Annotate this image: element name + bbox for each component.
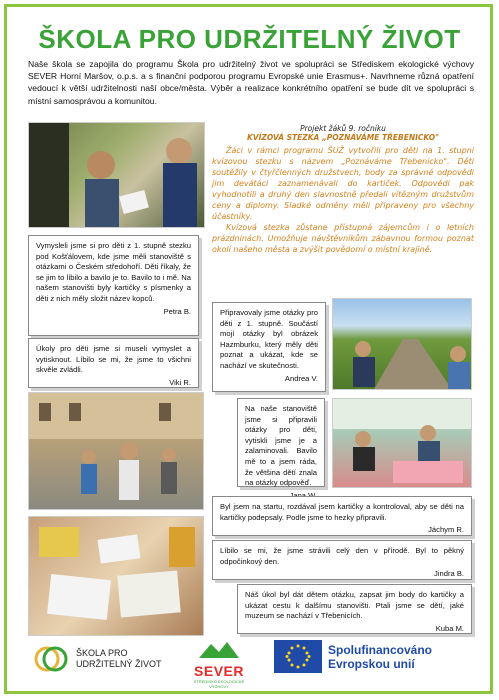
page-title: ŠKOLA PRO UDRŽITELNÝ ŽIVOT <box>38 24 461 54</box>
sever-logo-text: SEVER <box>194 663 244 679</box>
project-header: Projekt žáků 9. ročníku <box>300 124 386 133</box>
eu-logo <box>274 640 432 673</box>
quote-signature: Andrea V. <box>284 373 318 383</box>
quote-box-andrea <box>212 302 326 392</box>
project-paragraph-2: Kvízová stezka zůstane přístupná zájemcům i o letních prázdninách. Umožňuje návštěvníkům zábavnou formou poznat okolí našeho města a zvýšit povědomí o místní krajině. <box>212 223 474 254</box>
photo-town-square <box>28 392 204 510</box>
quote-signature: Petra B. <box>163 306 191 316</box>
photo-kids-cards <box>28 122 205 228</box>
sever-logo-subtitle: STŘEDISKO EKOLOGICKÉ VÝCHOVY <box>193 679 245 689</box>
quote-text: Úkoly pro děti jsme si museli vymyslet a vytisknout. Líbilo se mi, že jsme to všichni skvěle zvládli. <box>36 344 191 375</box>
quote-box-jachym <box>212 496 472 536</box>
quote-text: Byl jsem na startu, rozdával jsem kartičky a kontroloval, aby se děti na kartičky podepsaly. Podle jsme to hezky připravili. <box>220 502 464 522</box>
quote-text: Připravovaly jsme otázky pro děti z 1. stupně. Součástí mojí otázky byl obrázek Hazmburku, který měly děti poznat a ukázat, kde se nachází ve skutečnosti. <box>220 308 318 370</box>
eu-flag-icon <box>274 640 322 673</box>
eu-logo-line-1: Spolufinancováno <box>328 642 433 657</box>
quote-box-petra <box>28 235 199 336</box>
photo-laminated-cards <box>28 516 204 636</box>
quote-signature: Jindra B. <box>434 569 464 579</box>
intro-paragraph: Naše škola se zapojila do programu Škola pro udržitelný život ve spolupráci se Střediskem ekologické výchovy SEVER Horní Maršov, o.p.s. a s finanční podporou programu Evropské unie Erasmus+. Navrhneme různá opatření vedoucí k větší udržitelnosti naší obce/města. Výběr a realizace konkrétního opatření se bude dít ve spolupráci s místní samosprávou a komunitou. <box>28 59 474 106</box>
photo-outdoor-path <box>332 298 472 390</box>
quote-signature: Viki R. <box>169 377 191 387</box>
quote-text: Líbilo se mi, že jsme strávili celý den v přírodě. Byl to pěkný odpočinkový den. <box>220 546 464 566</box>
skola-logo-line-2: UDRŽITELNÝ ŽIVOT <box>76 659 162 669</box>
quote-text: Vymysleli jsme si pro děti z 1. stupně stezku pod Košťálovem, kde jsme měli stanoviště s otázkami o Českém středohoří. Děti říkaly, že se jim to líbilo a bavilo je to. Bavilo to i mě. Na našem stanovišti byly kartičky s písmenky a děti z nich měly složit název kopců. <box>36 241 191 303</box>
skola-logo-icon <box>32 640 70 678</box>
project-title: KVÍZOVÁ STEZKA „POZNÁVÁME TŘEBENICKO" <box>246 133 440 142</box>
quote-signature: Jáchym R. <box>428 525 464 535</box>
skola-logo-line-1: ŠKOLA PRO <box>76 648 128 658</box>
sever-mountains-icon <box>199 640 239 658</box>
sever-logo <box>186 640 252 689</box>
quote-box-viki <box>28 338 199 388</box>
eu-logo-line-2: Evropskou unií <box>328 656 415 671</box>
quote-box-jana <box>237 398 325 487</box>
quote-box-kuba <box>237 584 472 634</box>
skola-logo <box>32 640 162 678</box>
quote-text: Na naše stanoviště jsme si připravili otázky pro děti, vytiskli jsme je a zalaminovali. Bavilo mě to a jsem ráda, že většina dětí znala na otázky odpověď. <box>245 404 317 488</box>
quote-signature: Kuba M. <box>435 623 464 633</box>
quote-box-jindra <box>212 540 472 580</box>
project-description <box>212 124 474 255</box>
photo-classroom <box>332 398 472 488</box>
quote-text: Náš úkol byl dát dětem otázku, zapsat jim body do kartičky a ukázat cestu k dalšímu stanovišti. Ptali jsme se dětí, jaké muzeum se nachází v Třebenicích. <box>245 590 464 621</box>
project-paragraph-1: Žáci v rámci programu ŠUŽ vytvořili pro děti na 1. stupni kvízovou stezku s názvem „Poznáváme Třebenicko". Děti soutěžily v čtyřčlenných družstvech, body za správné odpovědi jim devátáci zaznamenávali do kartiček. Odpovědi pak vyhodnotili a druhý den slavnostně předali vítězným družstvům ceny a diplomy. Sladké odměny měli připraveny pro všechny účastníky. <box>212 146 474 221</box>
